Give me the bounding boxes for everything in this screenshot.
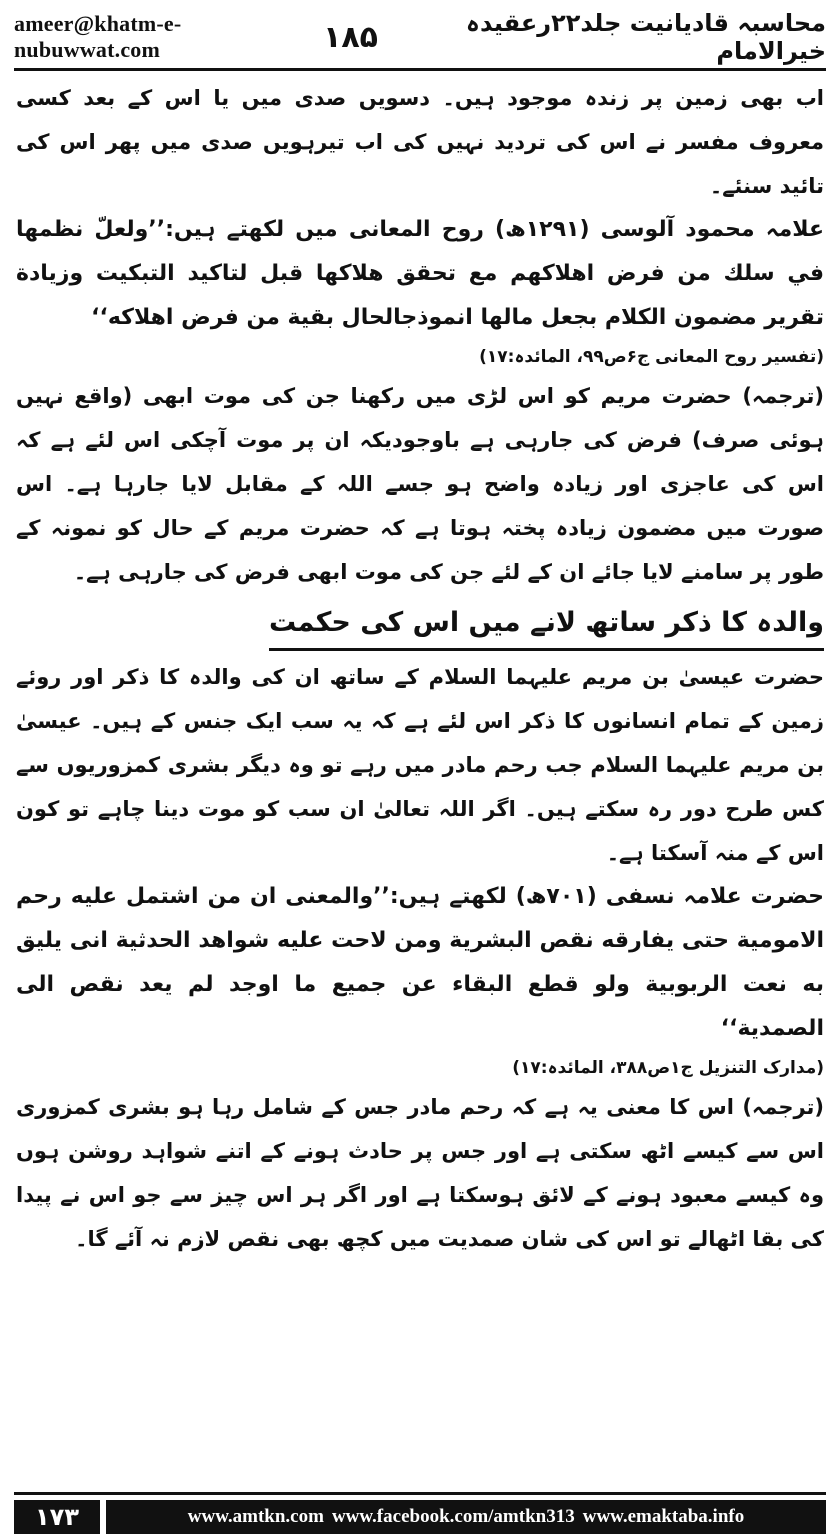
paragraph-translation-2: (ترجمہ) اس کا معنی یہ ہے کہ رحم مادر جس کے شامل رہا ہو بشری کمزوری اس سے کیسے اٹھ سکتی ہے اور جس پر حادث ہونے کے اتنے شواہد روشن ہوں وہ کیسے معبود ہونے کے لائق ہوسکتا ہے اور اگر ہر اس چیز سے جو اس نے پیدا کی بقا اٹھالے تو اس کی شان صمدیت میں کچھ بھی نقص لازم نہ آئے گا۔: [16, 1095, 824, 1251]
footer-links: [106, 1500, 826, 1534]
page-footer: [14, 1500, 826, 1534]
paragraph-nasafi-quote: حضرت علامہ نسفی (۷۰۱ھ) لکھتے ہیں:’’والمعنى ان من اشتمل عليه رحم الامومية حتى يفارقه نقص البشرية ومن لاحت عليه شواهد الحدثية انى يليق به نعت الربوبية ولو قطع البقاء عن جميع ما اوجد لم يعد نقص الى الصمدية‘‘: [16, 884, 824, 1041]
paragraph-mother-mention: حضرت عیسیٰ بن مریم علیہما السلام کے ساتھ ان کی والدہ کا ذکر اور روئے زمین کے تمام انسانوں کا ذکر اس لئے ہے کہ یہ سب ایک جنس کے ہیں۔ عیسیٰ بن مریم علیہما السلام جب رحم مادر میں رہے تو وہ دیگر بشری کمزوریوں سے کس طرح دور رہ سکتے ہیں۔ اگر اللہ تعالیٰ ان سب کو موت دینا چاہے تو کون اس کے منہ آسکتا ہے۔: [16, 665, 824, 865]
paragraph-opening: اب بھی زمین پر زندہ موجود ہیں۔ دسویں صدی میں یا اس کے بعد کسی معروف مفسر نے اس کی تردید نہیں کی اب تیرہویں صدی میں پھر اس کی تائید سنئے۔: [16, 86, 824, 198]
paragraph-alusi-quote: علامہ محمود آلوسی (۱۲۹۱ھ) روح المعانی میں لکھتے ہیں:’’ولعلّ نظمها في سلك من فرض اهلاكهم مع تحقق هلاكها قبل لتاكيد التبكيت وزيادة تقرير مضمون الكلام بجعل مالها انموذجالحال بقية من فرض اهلاكه‘‘: [16, 217, 824, 330]
footer-divider: [14, 1492, 826, 1495]
header-divider: [14, 68, 826, 71]
reference-ruh-al-maani: (تفسیر روح المعانی ج۶ص۹۹، المائدہ:۱۷): [479, 347, 824, 367]
page-header: [14, 8, 826, 66]
footer-link-amtkn[interactable]: www.amtkn.com: [187, 1506, 324, 1527]
footer-link-facebook[interactable]: www.facebook.com/amtkn313: [331, 1506, 575, 1527]
footer-page-number: ۱۷۳: [14, 1500, 100, 1534]
page-body: [16, 76, 824, 1261]
header-page-number: ۱۸۵: [323, 19, 378, 55]
header-email[interactable]: ameer@khatm-e-nubuwwat.com: [14, 11, 182, 62]
footer-link-emaktaba[interactable]: www.emaktaba.info: [582, 1506, 745, 1527]
reference-madarik: (مدارک التنزیل ج۱ص۳۸۸، المائدہ:۱۷): [512, 1058, 824, 1078]
section-heading-wrap: [16, 600, 824, 651]
section-heading: والدہ کا ذکر ساتھ لانے میں اس کی حکمت: [269, 600, 824, 651]
paragraph-translation-1: (ترجمہ) حضرت مریم کو اس لڑی میں رکھنا جن کی موت ابھی (واقع نہیں ہوئی صرف) فرض کی جارہی ہے باوجودیکہ ان پر موت آچکی اس لئے ہے کہ اس کی عاجزی اور زیادہ واضح ہو جسے اللہ کے مقابل لایا جارہا ہے۔ اس صورت میں مضمون زیادہ پختہ ہوتا ہے کہ حضرت مریم کے حال کو نمونہ کے طور پر سامنے لایا جائے ان کے لئے جن کی موت ابھی فرض کی جارہی ہے۔: [16, 384, 824, 584]
header-left: [14, 11, 378, 63]
header-book-title: محاسبہ قادیانیت جلد۲۲رعقیدہ خیرالامام: [465, 9, 826, 65]
